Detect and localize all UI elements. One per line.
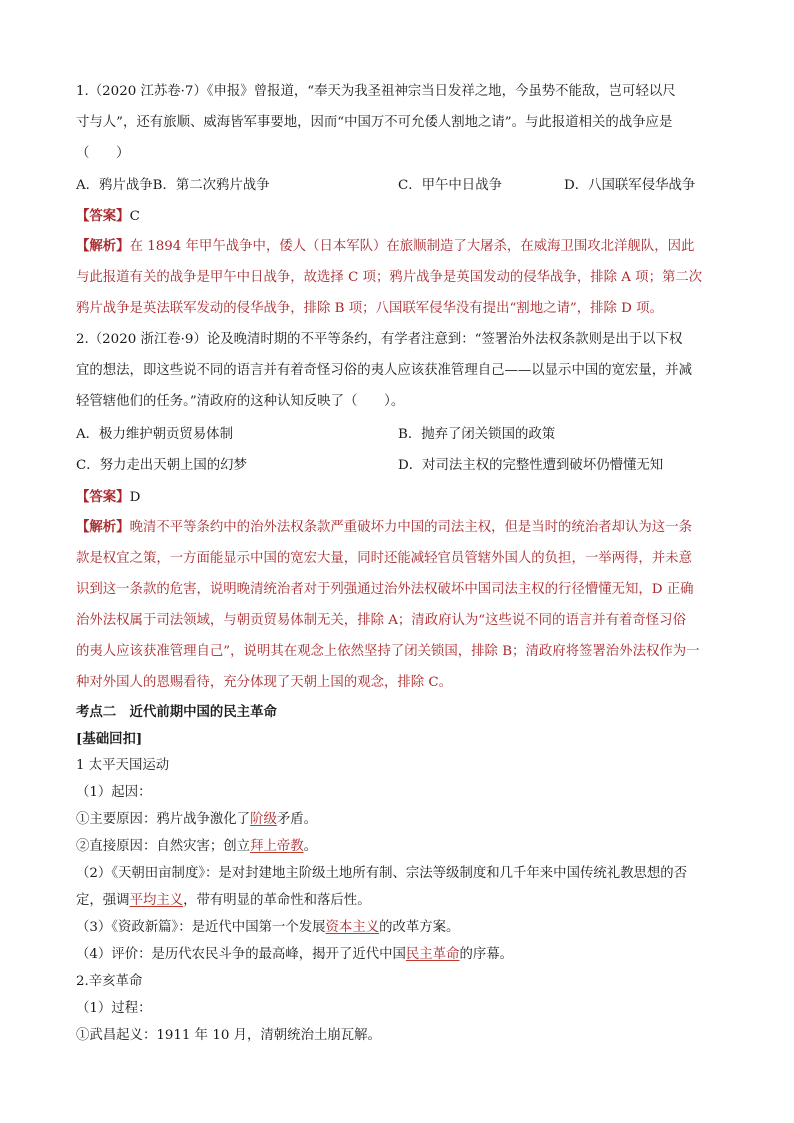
answer-tag: 【答案】 [76,208,130,224]
xinhai-title: 2.辛亥革命 [76,974,143,989]
section-review-label: [基础回扣] [76,731,143,747]
tianchao-line-2: 定，强调平均主义，带有明显的革命性和落后性。 [76,893,371,908]
section-title: 考点二 近代前期中国的民主革命 [76,704,277,720]
analysis-tag: 【解析】 [76,238,130,254]
q1-line-2: 寸与人”，还有旅顺、威海皆军事要地，因而“中国万不可允倭人割地之请”。与此报道相关的战争应是 [76,115,673,130]
evaluation-line: （4）评价：是历代农民斗争的最高峰，揭开了近代中国民主革命的序幕。 [76,947,514,962]
keyword-blank: 民主革命 [405,947,460,962]
cause-heading: （1）起因： [76,785,152,800]
keyword-blank: 阶级 [250,812,277,827]
q1-answer-value: C [129,209,140,224]
analysis-tag: 【解析】 [76,519,130,535]
taiping-title: 1 太平天国运动 [76,758,170,773]
q2-analysis-line-5: 的夷人应该获准管理自己”，说明其在观念上依然坚持了闭关锁国，排除 B；清政府将签署治外法权作为一 [76,644,700,659]
answer-tag: 【答案】 [76,489,130,505]
question-1-stem [76,83,724,163]
q2-option-d: D．对司法主权的完整性遭到破坏仍懵懂无知 [398,458,664,473]
q2-analysis-line-6: 种对外国人的恩赐看待，充分体现了天朝上国的观念，排除 C。 [76,675,453,690]
q2-answer [76,488,140,507]
q1-option-c: C．甲午中日战争 [398,178,502,193]
q1-answer [76,207,140,226]
keyword-blank: 平均主义 [129,893,184,908]
cause-direct: ②直接原因：自然灾害；创立拜上帝教。 [76,839,318,854]
q2-option-b: B．抛弃了闭关锁国的政策 [398,427,556,442]
q2-line-3: 轻管辖他们的任务。”清政府的这种认知反映了（ ）。 [76,394,405,409]
q1-analysis [76,237,724,318]
q1-analysis-line-1: 【解析】在 1894 年甲午战争中，倭人（日本军队）在旅顺制造了大屠杀，在威海卫围攻北洋舰队，因此 [76,238,695,254]
q2-analysis-line-2: 款是权宜之策，一方面能显示中国的宽宏大量，同时还能减轻官员管辖外国人的负担，一举两得，并未意 [76,551,692,566]
q1-analysis-line-2: 与此报道有关的战争是甲午中日战争，故选择 C 项；鸦片战争是英国发动的侵华战争，排除 A 项；第二次 [76,270,703,285]
keyword-blank: 拜上帝教 [250,839,304,854]
question-2-stem [76,331,724,411]
q2-analysis [76,518,724,692]
q2-analysis-line-4: 治外法权属于司法领域，与朝贡贸易体制无关，排除 A；清政府认为“这些说不同的语言并有着奇怪习俗 [76,613,686,628]
q2-line-2: 宜的想法，即这些说不同的语言并有着奇怪习俗的夷人应该获准管理自己——以显示中国的宽宏量，并减 [76,363,692,378]
q2-answer-value: D [129,490,141,505]
q1-line-3: （ ） [76,146,130,161]
q1-analysis-line-3: 鸦片战争是英法联军发动的侵华战争，排除 B 项；八国联军侵华没有提出“割地之请”，排除 D 项。 [76,301,663,316]
q1-option-d: D．八国联军侵华战争 [564,178,696,193]
cause-main: ①主要原因：鸦片战争激化了阶级矛盾。 [76,812,318,827]
q2-line-1: 2.（2020 浙江卷·9）论及晚清时期的不平等条约，有学者注意到：“签署治外法权条款则是出于以下权 [76,332,683,347]
keyword-blank: 资本主义 [325,920,380,935]
process-heading: （1）过程： [76,1001,152,1016]
q2-analysis-line-3: 识到这一条款的危害，说明晚清统治者对于列强通过治外法权破坏中国司法主权的行径懵懂无知，D 正确 [76,582,694,597]
zizheng-line: （3）《资政新篇》：是近代中国第一个发展资本主义的改革方案。 [76,920,460,935]
wuchang-line: ①武昌起义：1911 年 10 月，清朝统治土崩瓦解。 [76,1028,381,1043]
q2-option-a: A．极力维护朝贡贸易体制 [76,427,233,442]
q2-option-c: C．努力走出天朝上国的幻梦 [76,458,247,473]
tianchao-line-1: （2）《天朝田亩制度》：是对封建地主阶级土地所有制、宗法等级制度和几千年来中国传统礼教思想的否 [76,866,688,881]
q1-line-1: 1.（2020 江苏卷·7）《申报》曾报道，“奉天为我圣祖神宗当日发祥之地，今虽势不能敌，岂可轻以尺 [76,84,676,99]
q1-option-ab: A．鸦片战争B．第二次鸦片战争 [76,178,270,193]
q2-analysis-line-1: 【解析】晚清不平等条约中的治外法权条款严重破坏力中国的司法主权，但是当时的统治者却认为这一条 [76,519,692,535]
